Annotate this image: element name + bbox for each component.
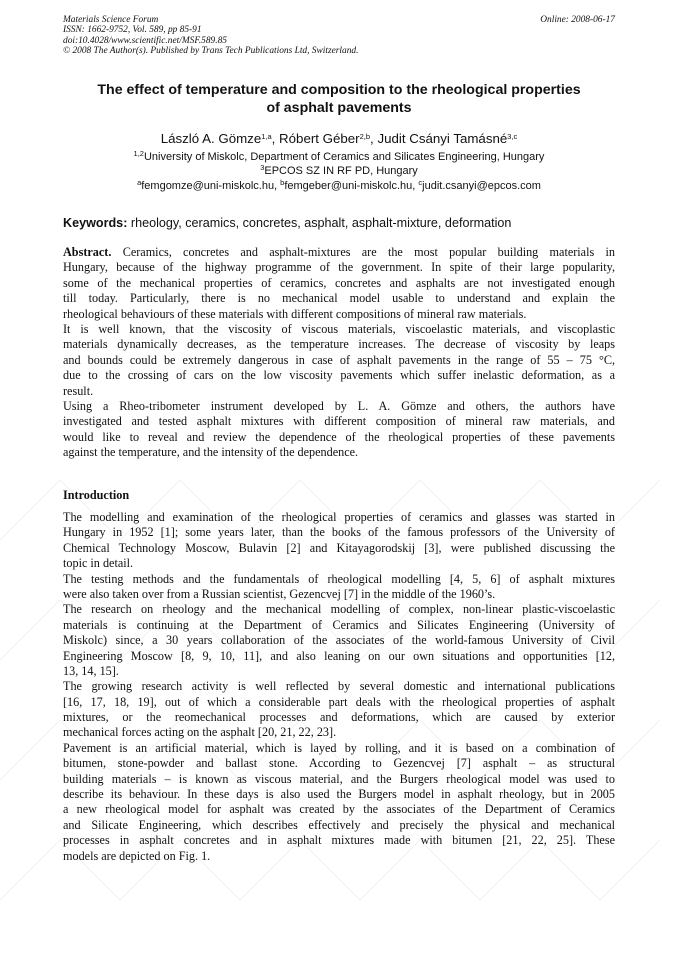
abstract-line: would like to reveal and review the dependence of the rheological properties of these pavements <box>63 429 615 444</box>
affiliation-mark: 1,2 <box>133 149 144 158</box>
email-address: femgomze@uni-miskolc.hu, <box>141 180 281 192</box>
email-address: femgeber@uni-miskolc.hu, <box>284 180 419 192</box>
abstract-line: some of the mechanical properties of ceramics, concretes and asphalts are not investigated enough <box>63 275 615 290</box>
email-mark: b <box>280 178 285 187</box>
doi-line: doi:10.4028/www.scientific.net/MSF.589.85 <box>63 35 227 46</box>
introduction-line: [16, 17, 18, 19], out of which a considerable part deals with the rheological properties of asphalt <box>63 694 615 709</box>
introduction-line: topic in detail. <box>63 556 134 571</box>
introduction-line: bitumen, stone-powder and ballast stone. According to Gezencvej [7] asphalt – as structural <box>63 756 615 771</box>
keywords <box>63 215 615 231</box>
introduction-line: building materials – is known as viscous material, and the Burgers rheological model was used to <box>63 771 615 786</box>
affiliation-mark: 3 <box>260 163 265 172</box>
introduction-line: The growing research activity is well reflected by several domestic and international publications <box>63 679 615 694</box>
abstract-line: Hungary, because of the highway programme of the government. In spite of their large popularity, <box>63 260 615 275</box>
abstract-line: investigated and tested asphalt mixtures with different composition of mineral raw materials, and <box>63 414 615 429</box>
abstract-line: result. <box>63 383 94 398</box>
author-affiliation-mark: 3,c <box>507 132 518 141</box>
abstract-line: materials dynamically decreases, as the temperature increases. The decrease of viscosity by leaps <box>63 337 615 352</box>
email-mark: c <box>418 178 423 187</box>
author-separator: , <box>271 131 280 146</box>
introduction-line: The testing methods and the fundamentals of rheological modelling [4, 5, 6] of asphalt mixtures <box>63 571 615 586</box>
introduction-line: Miskolc) since, a 30 years collaboration of the associates of the world-famous University of Civil <box>63 633 615 648</box>
introduction-line: a new rheological model for asphalt was created by the associates of the Department of Ceramics <box>63 802 615 817</box>
introduction-block <box>63 510 615 864</box>
introduction-line: mechanical forces acting on the asphalt [20, 21, 22, 23]. <box>63 725 337 740</box>
author-name: László A. Gömze <box>160 131 262 146</box>
email-list <box>63 180 615 193</box>
abstract-line: against the temperature, and the intensity of the dependence. <box>63 445 359 460</box>
keywords-text: rheology, ceramics, concretes, asphalt, asphalt-mixture, deformation <box>127 216 512 230</box>
abstract-line: rheological behaviours of these materials with different compositions of mineral raw materials. <box>63 306 527 321</box>
introduction-line: and Silicate Engineering, which describes effectively and precisely the physical and mechanical <box>63 817 615 832</box>
introduction-line: 13, 14, 15]. <box>63 663 119 678</box>
abstract-line: It is well known, that the viscosity of viscous materials, viscoelastic materials, and viscoplastic <box>63 321 615 336</box>
affiliation-1 <box>63 151 615 164</box>
introduction-line: mixtures, or the reomechanical processes and deformations, which are caused by exterior <box>63 710 615 725</box>
email-address: judit.csanyi@epcos.com <box>422 180 541 192</box>
introduction-line: processes in asphalt concretes and in asphalt mixtures made with bitumen [21, 22, 25]. These <box>63 833 615 848</box>
author-list <box>63 131 615 147</box>
abstract-line: till today. Particularly, there is no mechanical model usable to understand and explain the <box>63 291 615 306</box>
author-name: Judit Csányi Tamásné <box>377 131 508 146</box>
keywords-label: Keywords: <box>63 216 128 230</box>
online-date: Online: 2008-06-17 <box>540 15 615 25</box>
abstract-line: Using a Rheo-tribometer instrument developed by L. A. Gömze and others, the authors have <box>63 398 615 413</box>
introduction-line: were also taken over from a Russian scientist, Gezencvej [7] in the middle of the 1960’s. <box>63 586 496 601</box>
introduction-line: Chemical Technology Moscow, Bulavin [2] and Kitayagorodskij [3], were published discussing the <box>63 540 615 555</box>
section-heading-introduction: Introduction <box>63 488 130 502</box>
introduction-line: The research on rheology and the mechanical modelling of complex, non-linear plastic-viscoelastic <box>63 602 615 617</box>
journal-header <box>63 15 615 56</box>
paper-title <box>63 81 615 117</box>
introduction-line: Engineering Moscow [8, 9, 10, 11], and also leaning on our own situations and opportunities [12, <box>63 648 615 663</box>
author-name: Róbert Géber <box>279 131 360 146</box>
issn-line: ISSN: 1662-9752, Vol. 589, pp 85-91 <box>63 25 202 36</box>
title-line: of asphalt pavements <box>266 100 412 116</box>
author-affiliation-mark: 1,a <box>261 132 272 141</box>
copyright-line: © 2008 The Author(s). Published by Trans Tech Publications Ltd, Switzerland. <box>63 45 359 56</box>
email-mark: a <box>137 178 142 187</box>
author-affiliation-mark: 2,b <box>359 132 371 141</box>
abstract-label: Abstract. <box>63 245 112 259</box>
affiliation-2 <box>63 165 615 178</box>
introduction-line: Hungary in 1952 [1]; some years later, than the books of the famous professors of the University of <box>63 525 615 540</box>
title-line: The effect of temperature and composition to the rheological properties <box>97 82 581 98</box>
introduction-line: Pavement is an artificial material, which is layed by rolling, and it is based on a combination of <box>63 740 615 755</box>
introduction-line: The modelling and examination of the rheological properties of ceramics and glasses was started in <box>63 510 615 524</box>
abstract-line: and bounds could be extremely dangerous in case of asphalt pavements in the range of 55 – 75 °C, <box>63 352 615 367</box>
introduction-line: materials is continuing at the Department of Ceramics and Silicates Engineering (University of <box>63 617 615 632</box>
abstract-block <box>63 245 615 460</box>
introduction-line: models are depicted on Fig. 1. <box>63 848 211 863</box>
author-separator: , <box>370 131 378 146</box>
affiliation-text: University of Miskolc, Department of Ceramics and Silicates Engineering, Hungary <box>143 151 545 163</box>
journal-name: Materials Science Forum <box>63 15 159 25</box>
abstract-line: Abstract. Ceramics, concretes and asphalt-mixtures are the most popular building materials in <box>63 245 615 259</box>
abstract-line: due to the crossing of cars on the low viscosity pavements which suffer inelastic deformation, as a <box>63 368 615 383</box>
introduction-line: describe its behaviour. In these days is also used the Burgers model in asphalt rheology, but in 2005 <box>63 787 615 802</box>
affiliation-text: EPCOS SZ IN RF PD, Hungary <box>264 165 418 177</box>
